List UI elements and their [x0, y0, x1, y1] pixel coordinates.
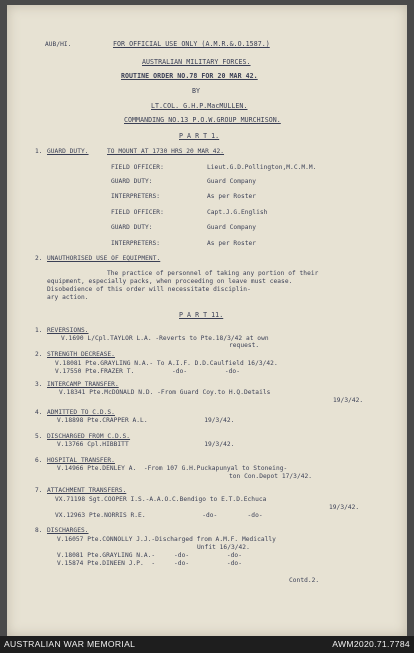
p2-item4-line: V.18898 Pte.CRAPPER A.L. 19/3/42.	[57, 417, 235, 424]
p2-item2-line: V.18081 Pte.GRAYLING N.A.- To A.I.F. D.D.Caulfield 16/3/42.	[55, 360, 278, 367]
s1-title: GUARD DUTY.	[47, 148, 89, 155]
header-line-1: FOR OFFICIAL USE ONLY (A.M.R.&.O.1587.)	[113, 40, 270, 48]
p2-item8-line: V.15874 Pte.DINEEN J.P. - -do- -do-	[57, 560, 242, 567]
s2-line: The practice of personnel of taking any portion of their	[107, 270, 319, 277]
p2-item7-number: 7.	[35, 487, 43, 494]
p2-item4-number: 4.	[35, 409, 43, 416]
archive-footer-bar	[0, 636, 414, 653]
s1-row-key: GUARD DUTY:	[111, 178, 153, 185]
p2-item6-title: HOSPITAL TRANSFER.	[47, 457, 115, 464]
p2-item5-number: 5.	[35, 433, 43, 440]
part-one-heading: P A R T 1.	[179, 132, 220, 140]
p2-item2-line: V.17550 Pte.FRAZER T. -do- -do-	[55, 368, 240, 375]
document-page	[7, 5, 407, 636]
p2-item6-line: ton Con.Depot 17/3/42.	[229, 473, 313, 480]
p2-item7-line: 19/3/42.	[329, 504, 360, 511]
s1-row-value: Guard Company	[207, 178, 257, 185]
p2-item7-line: VX.71198 Sgt.COOPER I.S.-A.A.O.C.Bendigo to E.T.D.Echuca	[55, 496, 267, 503]
header-line-2: AUSTRALIAN MILITARY FORCES.	[142, 58, 251, 66]
p2-item7-title: ATTACHMENT TRANSFERS.	[47, 487, 127, 494]
s2-line: ary action.	[47, 294, 89, 301]
header-line-6: COMMANDING NO.13 P.O.W.GROUP MURCHISON.	[124, 116, 281, 124]
p2-item5-title: DISCHARGED FROM C.D.S.	[47, 433, 131, 440]
s2-number: 2.	[35, 255, 43, 262]
s2-line: Disobedience of this order will necessitate disciplin-	[47, 286, 251, 293]
continued-marker: Contd.2.	[289, 577, 320, 584]
p2-item1-title: REVERSIONS.	[47, 327, 89, 334]
p2-item3-line: V.18341 Pte.McDONALD N.D. -From Guard Coy.to H.Q.Details	[59, 389, 271, 396]
s1-row-value: Lieut.G.D.Pollington,M.C.M.M.	[207, 164, 317, 171]
s1-row-key: INTERPRETERS:	[111, 193, 161, 200]
p2-item6-line: V.14966 Pte.DENLEY A. -From 107 G.H.Puckapunyal to Stoneing-	[57, 465, 288, 472]
part-two-heading: P A R T 11.	[179, 311, 224, 319]
header-line-3: ROUTINE ORDER NO.78 FOR 20 MAR 42.	[121, 72, 258, 80]
p2-item3-title: INTERCAMP TRANSFER.	[47, 381, 119, 388]
p2-item5-line: V.13766 Cpl.HIBBITT 19/3/42.	[57, 441, 235, 448]
p2-item8-title: DISCHARGES.	[47, 527, 89, 534]
s1-row-value: Capt.J.G.English	[207, 209, 268, 216]
s1-number: 1.	[35, 148, 43, 155]
p2-item3-number: 3.	[35, 381, 43, 388]
s1-row-key: GUARD DUTY:	[111, 224, 153, 231]
s1-row-key: FIELD OFFICER:	[111, 209, 164, 216]
s1-row-key: FIELD OFFICER:	[111, 164, 164, 171]
p2-item1-line: request.	[229, 342, 260, 349]
header-line-4: BY	[192, 87, 201, 95]
s2-line: equipment, especially packs, when proceeding on leave must cease.	[47, 278, 293, 285]
p2-item7-line: VX.12963 Pte.NORRIS R.E. -do- -do-	[55, 512, 263, 519]
footer-accession-number: AWM2020.71.7784	[332, 639, 410, 649]
p2-item1-line: V.1690 L/Cpl.TAYLOR L.A. -Reverts to Pte.18/3/42 at own	[61, 335, 269, 342]
s1-row-value: Guard Company	[207, 224, 257, 231]
s2-title: UNAUTHORISED USE OF EQUIPMENT.	[47, 255, 161, 262]
p2-item8-line: Unfit 16/3/42.	[197, 544, 250, 551]
p2-item6-number: 6.	[35, 457, 43, 464]
s1-row-value: As per Roster	[207, 240, 257, 247]
p2-item2-title: STRENGTH DECREASE.	[47, 351, 115, 358]
s1-row-key: INTERPRETERS:	[111, 240, 161, 247]
s1-subtitle: TO MOUNT AT 1730 HRS 20 MAR 42.	[107, 148, 225, 155]
p2-item3-line: 19/3/42.	[333, 397, 364, 404]
header-line-5: LT.COL. G.H.P.MacMULLEN.	[151, 102, 248, 110]
p2-item8-number: 8.	[35, 527, 43, 534]
p2-item1-number: 1.	[35, 327, 43, 334]
p2-item4-title: ADMITTED TO C.D.S.	[47, 409, 115, 416]
p2-item8-line: V.18081 Pte.GRAYLING N.A.- -do- -do-	[57, 552, 242, 559]
s1-row-value: As per Roster	[207, 193, 257, 200]
p2-item8-line: V.16057 Pte.CONNOLLY J.J.-Discharged from A.M.F. Medically	[57, 536, 276, 543]
footer-source-label: AUSTRALIAN WAR MEMORIAL	[4, 639, 136, 649]
doc-reference: AUB/HI.	[45, 41, 72, 48]
p2-item2-number: 2.	[35, 351, 43, 358]
